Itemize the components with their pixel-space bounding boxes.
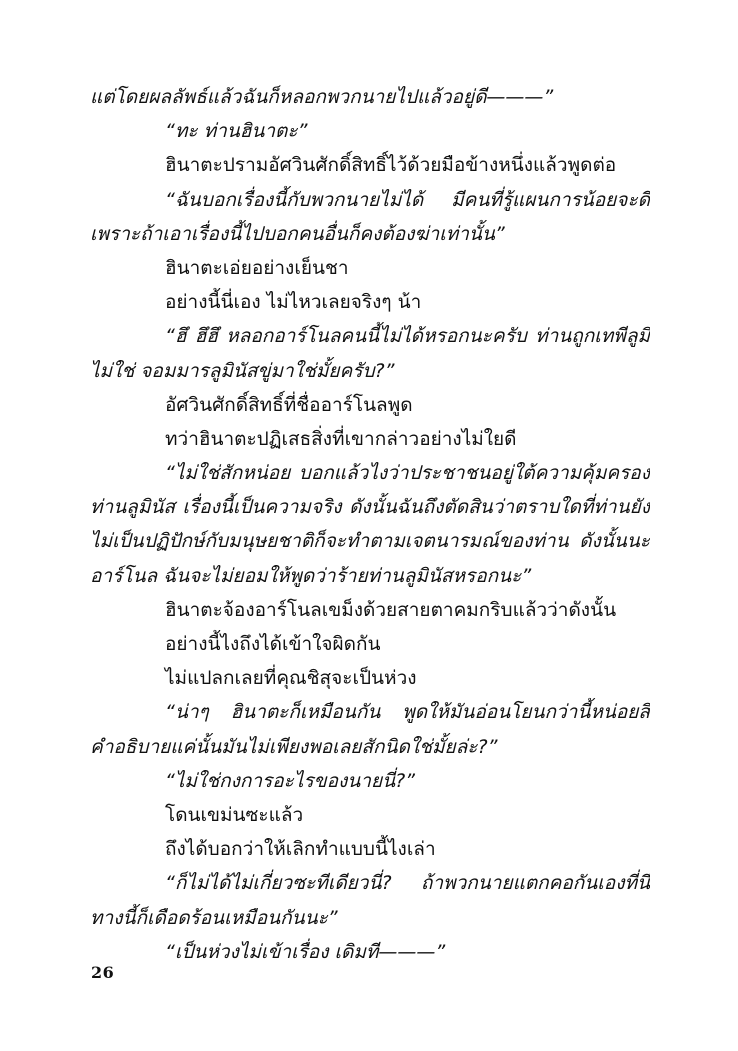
dialogue-line: เพราะถ้าเอาเรื่องนี้ไปบอกคนอื่นก็คงต้องฆ่าเท่านั้น” [90, 222, 505, 245]
narration-line: ทว่าฮินาตะปฏิเสธสิ่งที่เขากล่าวอย่างไม่ใยดี [165, 427, 517, 450]
dialogue-line: แต่โดยผลลัพธ์แล้วฉันก็หลอกพวกนายไปแล้วอยู่ดี———” [90, 86, 554, 108]
narration-line: โดนเขม่นซะแล้ว [165, 803, 304, 826]
dialogue-line: “ไม่ใช่สักหน่อย บอกแล้วไงว่าประชาชนอยู่ใต้ความคุ้มครอง [165, 462, 650, 485]
narration-line: อย่างนี้นี่เอง ไม่ไหวเลยจริงๆ น้า [165, 291, 422, 314]
dialogue-line: ไม่ใช่ จอมมารลูมินัสขู่มาใช่มั้ยครับ?” [90, 359, 395, 382]
dialogue-line: “ทะ ท่านฮินาตะ” [165, 120, 308, 143]
dialogue-line: ไม่เป็นปฏิปักษ์กับมนุษยชาติก็จะทำตามเจตนารมณ์ของท่าน ดังนั้นนะ [90, 530, 650, 553]
dialogue-line: คำอธิบายแค่นั้นมันไม่เพียงพอเลยสักนิดใช่มั้ยล่ะ?” [90, 735, 498, 758]
narration-line: ฮินาตะเอ่ยอย่างเย็นชา [165, 256, 349, 279]
dialogue-line: “ฮึ ฮึฮึ หลอกอาร์โนลคนนี้ไม่ได้หรอกนะครับ ท่านถูกเทพีลูมิ [165, 325, 650, 348]
narration-line: ฮินาตะจ้องอาร์โนลเขม็งด้วยสายตาคมกริบแล้วว่าดังนั้น [165, 598, 617, 621]
dialogue-line: ท่านลูมินัส เรื่องนี้เป็นความจริง ดังนั้นฉันถึงตัดสินว่าตราบใดที่ท่านยัง [90, 496, 650, 519]
dialogue-line: “ฉันบอกเรื่องนี้กับพวกนายไม่ได้ มีคนที่รู้แผนการน้อยจะดี [165, 188, 650, 211]
narration-line: ฮินาตะปรามอัศวินศักดิ์สิทธิ์ไว้ด้วยมือข้างหนึ่งแล้วพูดต่อ [165, 154, 617, 177]
dialogue-line: ทางนี้ก็เดือดร้อนเหมือนกันนะ” [90, 906, 338, 929]
dialogue-line: “ก็ไม่ได้ไม่เกี่ยวซะทีเดียวนี่? ถ้าพวกนายแตกคอกันเองที่นี่ [165, 872, 650, 895]
page-number: 26 [91, 963, 115, 982]
narration-line: อัศวินศักดิ์สิทธิ์ที่ชื่ออาร์โนลพูด [165, 393, 413, 416]
dialogue-line: “น่าๆ ฮินาตะก็เหมือนกัน พูดให้มันอ่อนโยนกว่านี้หน่อยสิ [165, 701, 650, 724]
dialogue-line: อาร์โนล ฉันจะไม่ยอมให้พูดว่าร้ายท่านลูมินัสหรอกนะ” [90, 564, 532, 587]
dialogue-line: “ไม่ใช่กงการอะไรของนายนี่?” [165, 769, 416, 792]
narration-line: อย่างนี้ไงถึงได้เข้าใจผิดกัน [165, 633, 381, 655]
narration-line: ถึงได้บอกว่าให้เลิกทำแบบนี้ไงเล่า [165, 838, 436, 861]
body-text [90, 80, 650, 969]
narration-line: ไม่แปลกเลยที่คุณชิสุจะเป็นห่วง [165, 667, 417, 690]
dialogue-line: “เป็นห่วงไม่เข้าเรื่อง เดิมที———” [165, 940, 446, 963]
